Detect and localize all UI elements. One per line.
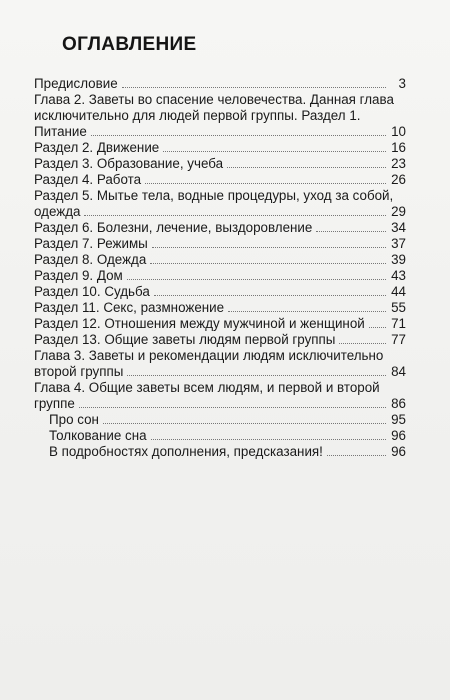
toc-entry xyxy=(34,156,406,172)
toc-entry-main-line xyxy=(34,220,406,236)
toc-entry xyxy=(34,348,406,380)
toc-page-number: 23 xyxy=(391,156,406,171)
toc-entry-title: Толкование сна xyxy=(49,428,147,443)
dot-leader xyxy=(369,327,386,328)
toc-entry-title: Раздел 11. Секс, размножение xyxy=(34,300,225,315)
toc-entry xyxy=(34,268,406,284)
toc-entry-main-line xyxy=(34,268,406,284)
toc-entry-title: Раздел 13. Общие заветы людям первой группы xyxy=(34,332,336,347)
toc-entry-title: одежда xyxy=(34,204,81,219)
toc-entry-main-line xyxy=(34,300,406,316)
dot-leader xyxy=(163,151,386,152)
dot-leader xyxy=(145,183,386,184)
toc-entry-title: Раздел 6. Болезни, лечение, выздоровление xyxy=(34,220,313,235)
toc-entry-main-line xyxy=(34,332,406,348)
toc-entry xyxy=(34,444,406,460)
dot-leader xyxy=(84,215,386,216)
toc-entry xyxy=(34,316,406,332)
dot-leader xyxy=(327,455,386,456)
toc-entry xyxy=(34,252,406,268)
toc-entry-main-line xyxy=(34,284,406,300)
toc-page-number: 96 xyxy=(391,444,406,459)
toc-entry-main-line xyxy=(34,364,406,380)
toc-page-number: 3 xyxy=(398,76,406,91)
toc-entry-line: Раздел 5. Мытье тела, водные процедуры, уход за собой, xyxy=(34,188,394,203)
toc-page-number: 86 xyxy=(391,396,406,411)
table-of-contents xyxy=(34,76,406,460)
toc-page-number: 10 xyxy=(391,124,406,139)
toc-entry-line: исключительно для людей первой группы. Раздел 1. xyxy=(34,108,361,123)
toc-entry-title: Раздел 2. Движение xyxy=(34,140,160,155)
toc-entry xyxy=(34,412,406,428)
dot-leader xyxy=(103,423,386,424)
toc-entry xyxy=(34,332,406,348)
toc-entry-title: группе xyxy=(34,396,75,411)
toc-entry-line: Глава 2. Заветы во спасение человечества. Данная глава xyxy=(34,92,394,107)
toc-entry-title: Раздел 3. Образование, учеба xyxy=(34,156,224,171)
toc-page-number: 43 xyxy=(391,268,406,283)
toc-entry-title: Про сон xyxy=(49,412,99,427)
toc-page-number: 39 xyxy=(391,252,406,267)
toc-page-number: 95 xyxy=(391,412,406,427)
toc-page-number: 26 xyxy=(391,172,406,187)
toc-entry-main-line xyxy=(34,396,406,412)
toc-entry xyxy=(34,140,406,156)
toc-entry xyxy=(34,76,406,92)
toc-entry xyxy=(34,380,406,412)
toc-entry xyxy=(34,284,406,300)
dot-leader xyxy=(122,87,386,88)
toc-entry-main-line xyxy=(49,428,406,444)
toc-entry xyxy=(34,172,406,188)
toc-entry-main-line xyxy=(34,172,406,188)
toc-page-number: 77 xyxy=(391,332,406,347)
dot-leader xyxy=(316,231,386,232)
toc-page-number: 71 xyxy=(391,316,406,331)
toc-entry-main-line xyxy=(49,412,406,428)
dot-leader xyxy=(152,247,386,248)
toc-entry xyxy=(34,92,406,140)
toc-entry xyxy=(34,220,406,236)
toc-entry-main-line xyxy=(34,316,406,332)
toc-entry-title: второй группы xyxy=(34,364,124,379)
dot-leader xyxy=(227,167,386,168)
dot-leader xyxy=(79,407,386,408)
toc-entry-title: В подробностях дополнения, предсказания! xyxy=(49,444,323,459)
toc-entry-main-line xyxy=(34,252,406,268)
toc-entry-main-line xyxy=(34,236,406,252)
page-title: ОГЛАВЛЕНИЕ xyxy=(62,34,197,55)
toc-page-number: 96 xyxy=(391,428,406,443)
dot-leader xyxy=(150,263,386,264)
toc-entry-title: Раздел 12. Отношения между мужчиной и женщиной xyxy=(34,316,365,331)
toc-entry xyxy=(34,188,406,220)
toc-entry-title: Питание xyxy=(34,124,87,139)
toc-entry xyxy=(34,236,406,252)
toc-entry-title: Предисловие xyxy=(34,76,118,91)
toc-page-number: 34 xyxy=(391,220,406,235)
toc-entry-title: Раздел 9. Дом xyxy=(34,268,123,283)
toc-entry-main-line xyxy=(34,156,406,172)
toc-entry-line: Глава 4. Общие заветы всем людям, и первой и второй xyxy=(34,380,380,395)
toc-page-number: 55 xyxy=(391,300,406,315)
toc-entry-main-line xyxy=(34,76,406,92)
dot-leader xyxy=(339,343,386,344)
toc-entry-title: Раздел 7. Режимы xyxy=(34,236,148,251)
toc-entry-line: Глава 3. Заветы и рекомендации людям исключительно xyxy=(34,348,384,363)
dot-leader xyxy=(127,279,386,280)
dot-leader xyxy=(154,295,386,296)
toc-entry-title: Раздел 10. Судьба xyxy=(34,284,150,299)
toc-page-number: 29 xyxy=(391,204,406,219)
dot-leader xyxy=(127,375,386,376)
toc-entry-main-line xyxy=(34,124,406,140)
toc-entry-title: Раздел 4. Работа xyxy=(34,172,142,187)
toc-entry-main-line xyxy=(49,444,406,460)
toc-entry xyxy=(34,300,406,316)
toc-page-number: 84 xyxy=(391,364,406,379)
dot-leader xyxy=(91,135,386,136)
toc-entry-title: Раздел 8. Одежда xyxy=(34,252,147,267)
toc-entry-main-line xyxy=(34,140,406,156)
toc-entry xyxy=(34,428,406,444)
toc-entry-main-line xyxy=(34,204,406,220)
toc-page-number: 16 xyxy=(391,140,406,155)
dot-leader xyxy=(151,439,386,440)
toc-page-number: 44 xyxy=(391,284,406,299)
toc-page-number: 37 xyxy=(391,236,406,251)
dot-leader xyxy=(228,311,386,312)
